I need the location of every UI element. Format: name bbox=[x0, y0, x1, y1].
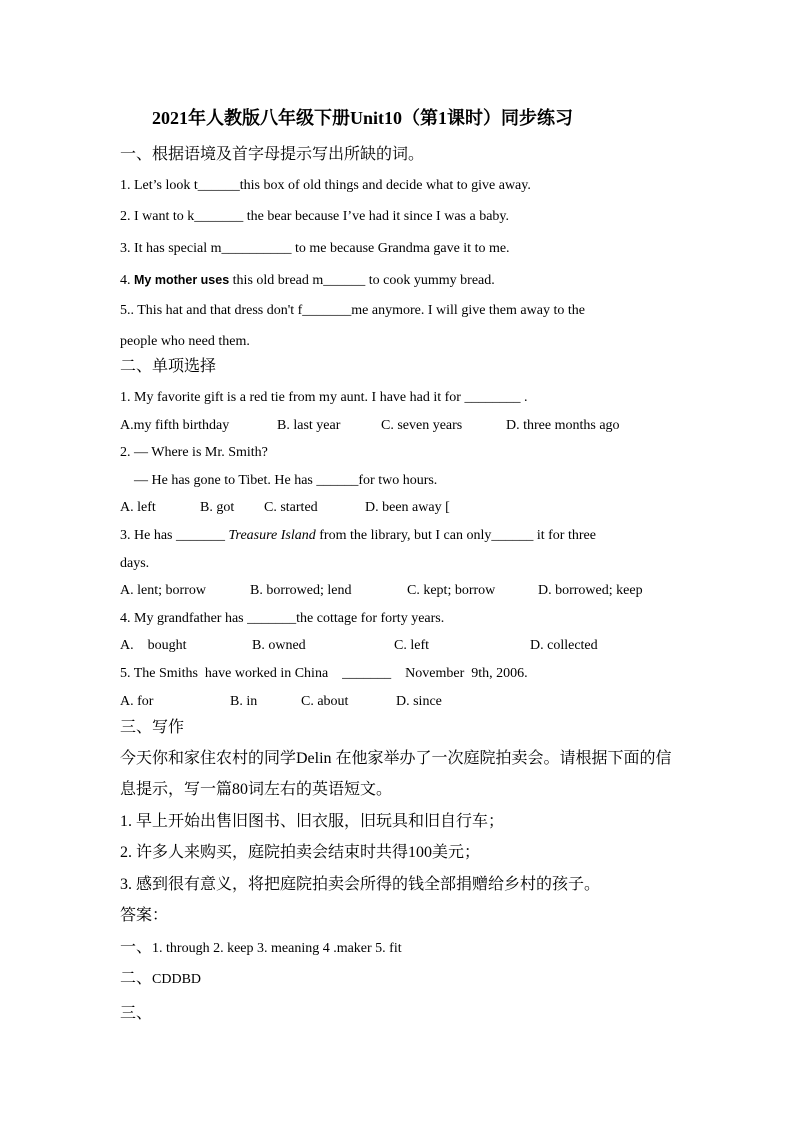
s1-question-5: 5.. This hat and that dress don't f_______me anymore. I will give them away to the bbox=[120, 303, 585, 318]
option-c: C. left bbox=[394, 638, 429, 653]
option-d: D. borrowed; keep bbox=[538, 583, 643, 598]
s3-prompt-line-1: 今天你和家住农村的同学Delin 在他家举办了一次庭院拍卖会。请根据下面的信 bbox=[120, 750, 672, 767]
s3-prompt-line-2: 息提示，写一篇80词左右的英语短文。 bbox=[120, 781, 393, 798]
option-a: A. lent; borrow bbox=[120, 583, 206, 598]
s2-question-4: 4. My grandfather has _______the cottage for forty years. bbox=[120, 611, 445, 626]
s2-question-3-cont: days. bbox=[120, 556, 150, 571]
answers-1-text: 1. through 2. keep 3. meaning 4 .maker 5. fit bbox=[152, 941, 402, 956]
s1-question-5-cont: people who need them. bbox=[120, 334, 250, 349]
s2-question-2-reply: — He has gone to Tibet. He has ______for two hours. bbox=[134, 473, 438, 488]
option-a: A.my fifth birthday bbox=[120, 418, 230, 433]
option-c: C. about bbox=[301, 694, 349, 709]
answers-2-text: CDDBD bbox=[152, 972, 202, 987]
s3-hint-2: 2. 许多人来购买，庭院拍卖会结束时共得100美元； bbox=[120, 844, 481, 861]
option-b: B. got bbox=[200, 500, 235, 515]
option-d: D. three months ago bbox=[506, 418, 620, 433]
option-c: C. started bbox=[264, 500, 318, 515]
option-b: B. owned bbox=[252, 638, 306, 653]
s2-q3-book-title: Treasure Island bbox=[228, 528, 316, 543]
s1-q4-bold: My mother uses bbox=[134, 273, 230, 287]
answers-heading: 答案： bbox=[120, 907, 169, 924]
s1-question-4 bbox=[120, 271, 495, 290]
s1-question-1: 1. Let’s look t______this box of old things and decide what to give away. bbox=[120, 178, 531, 193]
s3-hint-3: 3. 感到很有意义，将把庭院拍卖会所得的钱全部捐赠给乡村的孩子。 bbox=[120, 876, 601, 893]
option-a: A. left bbox=[120, 500, 156, 515]
s1-q4-number: 4. bbox=[120, 273, 131, 288]
option-b: B. borrowed; lend bbox=[250, 583, 352, 598]
option-c: C. seven years bbox=[381, 418, 463, 433]
option-a: A. for bbox=[120, 694, 154, 709]
option-d: D. been away [ bbox=[365, 500, 450, 515]
answers-section-1 bbox=[120, 939, 402, 958]
answers-2-label: 二、 bbox=[120, 970, 153, 987]
option-d: D. collected bbox=[530, 638, 598, 653]
option-d: D. since bbox=[396, 694, 442, 709]
section3-heading: 三、写作 bbox=[120, 719, 185, 736]
s2-q3-post: from the library, but I can only______ it for three bbox=[315, 528, 596, 543]
option-b: B. in bbox=[230, 694, 258, 709]
page-title: 2021年人教版八年级下册Unit10（第1课时）同步练习 bbox=[152, 108, 574, 128]
s2-question-1: 1. My favorite gift is a red tie from my aunt. I have had it for ________ . bbox=[120, 390, 528, 405]
answers-section-3-label: 三、 bbox=[120, 1005, 153, 1022]
answers-section-2 bbox=[120, 970, 201, 989]
s2-q3-pre: 3. He has _______ bbox=[120, 528, 229, 543]
s2-question-5: 5. The Smiths have worked in China _______ November 9th, 2006. bbox=[120, 666, 528, 681]
section1-heading: 一、根据语境及首字母提示写出所缺的词。 bbox=[120, 146, 425, 163]
s2-question-3 bbox=[120, 527, 596, 545]
answers-1-label: 一、 bbox=[120, 939, 153, 956]
s2-question-2: 2. — Where is Mr. Smith? bbox=[120, 445, 268, 460]
s1-question-3: 3. It has special m__________ to me because Grandma gave it to me. bbox=[120, 241, 510, 256]
section2-heading: 二、单项选择 bbox=[120, 358, 217, 375]
s1-question-2: 2. I want to k_______ the bear because I’ve had it since I was a baby. bbox=[120, 209, 510, 224]
option-a: A. bought bbox=[120, 638, 187, 653]
option-c: C. kept; borrow bbox=[407, 583, 496, 598]
s3-hint-1: 1. 早上开始出售旧图书、旧衣服，旧玩具和旧自行车； bbox=[120, 813, 505, 830]
s1-q4-rest: this old bread m______ to cook yummy bread. bbox=[232, 273, 495, 288]
option-b: B. last year bbox=[277, 418, 341, 433]
